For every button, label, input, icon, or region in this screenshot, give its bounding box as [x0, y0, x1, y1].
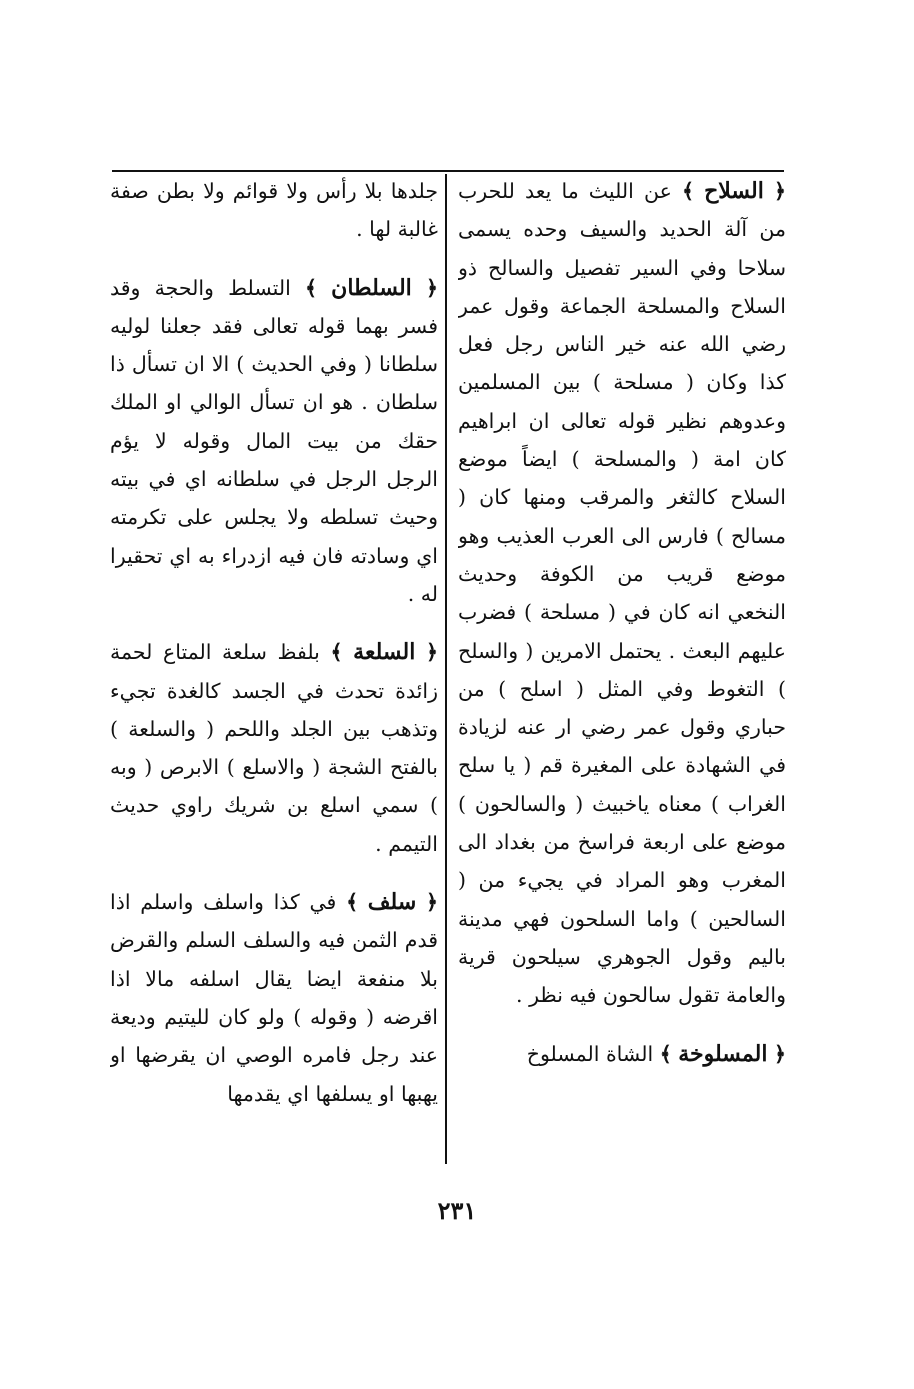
entry-text: جلدها بلا رأس ولا قوائم ولا بطن صفة غالبة لها . — [110, 179, 438, 242]
entry-continuation — [110, 172, 438, 249]
entry-masloukha — [458, 1035, 786, 1073]
headword: المسلوخة — [678, 1040, 768, 1067]
entry-text: عن الليث ما يعد للحرب من آلة الحديد والسيف وحده يسمى سلاحا وفي السير تفصيل والسالح ذو السلاح والمسلحة الجماعة وقول عمر رضي الله عنه خير الناس رجل فعل كذا وكان ( مسلحة ) بين المسلمين وعدوهم نظير قوله تعالى ان ابراهيم كان امة ( والمسلحة ) ايضاً موضع السلاح كالثغر والمرقب ومنها كان ( مسالح ) فارس الى العرب العذيب وهو موضع قريب من الكوفة وحديث النخعي انه كان في ( مسلحة ) فضرب عليهم البعث . يحتمل الامرين ( والسلح ) التغوط وفي المثل ( اسلح ) من حباري وقول عمر رضي ار عنه لزيادة في الشهادة على المغيرة قم ( يا سلح الغراب ) معناه ياخبيث ( والسالحون ) موضع على اربعة فراسخ من بغداد الى المغرب وهو المراد في يجيء من ( السالحين ) واما السلحون فهي مدينة باليم وقول الجوهري سيلحون قرية والعامة تقول سالحون فيه نظر . — [458, 179, 786, 1008]
open-bracket: ﴿ — [773, 1041, 786, 1066]
entry-sultan — [110, 269, 438, 614]
entry-text: التسلط والحجة وقد فسر بهما قوله تعالى فقد جعلنا لوليه سلطانا ( وفي الحديث ) الا ان تسأل ذا سلطان . هو ان تسأل الوالي او الملك حقك من بيت المال وقوله لا يؤم الرجل الرجل في سلطانه اي في بيته وحيث تسلطه ولا يجلس على تكرمته اي وسادته فان فيه ازدراء به اي تحقيرا له . — [110, 275, 438, 606]
entry-sila — [110, 633, 438, 863]
open-bracket: ﴿ — [773, 179, 786, 203]
left-column — [110, 172, 438, 1162]
close-bracket: ﴾ — [681, 179, 694, 203]
close-bracket: ﴾ — [659, 1041, 672, 1066]
page-number: ٢٣١ — [437, 1196, 477, 1225]
headword: سلف — [367, 889, 417, 916]
close-bracket: ﴾ — [304, 275, 317, 300]
column-divider — [445, 174, 447, 1164]
headword: السلاح — [704, 178, 764, 204]
entry-silah — [458, 172, 786, 1015]
entry-text: بلفظ سلعة المتاع لحمة زائدة تحدث في الجسد كالغدة تجيء وتذهب بين الجلد واللحم ( والسلعة ) بالفتح الشجة ( والاسلع ) الابرص ( وبه ) سمي اسلع بن شريك راوي حديث التيمم . — [110, 640, 438, 856]
headword: السلطان — [331, 274, 412, 301]
entry-text: الشاة المسلوخ — [526, 1041, 654, 1066]
entry-text: في كذا واسلف واسلم اذا قدم الثمن فيه والسلف السلم والقرض بلا منفعة ايضا يقال اسلفه مالا اذا اقرضه ( وقوله ) ولو كان لليتيم وديعة عند رجل فامره الوصي ان يقرضها او يهبها او يسلفها اي يقدمها — [110, 890, 438, 1106]
right-column — [458, 172, 786, 1162]
entry-salaf — [110, 883, 438, 1113]
close-bracket: ﴾ — [330, 640, 343, 665]
open-bracket: ﴿ — [425, 640, 438, 665]
open-bracket: ﴿ — [425, 890, 438, 915]
close-bracket: ﴾ — [346, 890, 359, 915]
open-bracket: ﴿ — [425, 275, 438, 300]
headword: السلعة — [353, 639, 416, 666]
